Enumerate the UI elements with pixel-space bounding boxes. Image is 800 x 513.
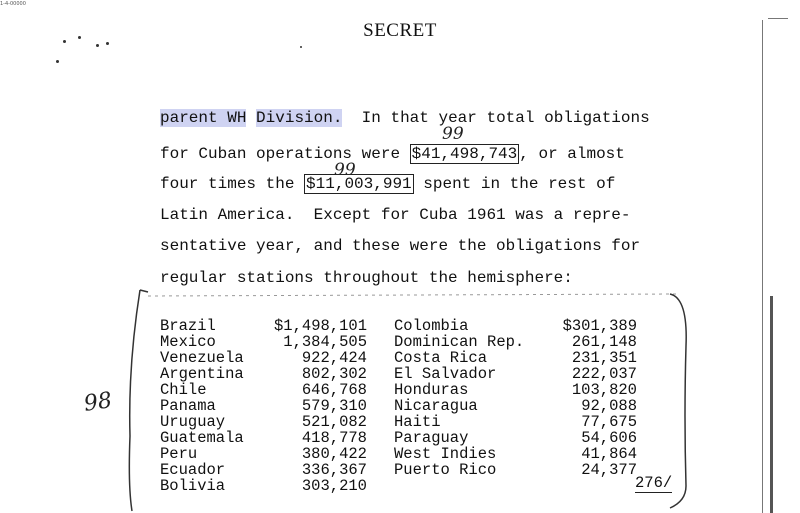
amount: 922,424	[301, 349, 367, 367]
paragraph-line-1	[160, 108, 650, 128]
amount: 92,088	[581, 397, 637, 415]
paragraph-line-3	[160, 174, 615, 194]
country-name: Guatemala	[160, 429, 244, 447]
country-name: Dominican Rep.	[394, 333, 525, 351]
handwritten-annotation: 99	[442, 124, 464, 144]
amount: 802,302	[301, 365, 367, 383]
country-name: Costa Rica	[394, 349, 488, 367]
country-name: Uruguay	[160, 413, 226, 431]
country-name: Puerto Rico	[394, 461, 497, 479]
country-name: Mexico	[160, 333, 216, 351]
amount: $1,498,101	[273, 317, 367, 335]
amount: 579,310	[301, 397, 367, 415]
footnote-reference: 276/	[635, 474, 673, 492]
boxed-amount: $11,003,991	[306, 175, 412, 193]
amount: 646,768	[301, 381, 367, 399]
text-run: four times the	[160, 175, 305, 193]
amount: 103,820	[571, 381, 637, 399]
handwritten-annotation: 99	[334, 160, 356, 180]
page-edge-tick	[768, 18, 788, 19]
paragraph-line-5: sentative year, and these were the obligations for	[160, 237, 641, 255]
amount: 1,384,505	[283, 333, 367, 351]
amount: 231,351	[571, 349, 637, 367]
amount: 54,606	[581, 429, 637, 447]
country-name: Colombia	[394, 317, 469, 335]
country-name: Paraguay	[394, 429, 469, 447]
text-run: spent in the rest of	[413, 175, 616, 193]
page-id: 1-4-00000	[0, 1, 26, 7]
country-name: Honduras	[394, 381, 469, 399]
amount: 24,377	[581, 461, 637, 479]
boxed-amount: $41,498,743	[411, 145, 518, 163]
country-name: Chile	[160, 381, 207, 399]
highlighted-text: parent WH	[160, 109, 247, 127]
amount: 521,082	[301, 413, 367, 431]
country-name: Bolivia	[160, 477, 226, 495]
classification-header: SECRET	[363, 20, 437, 41]
country-name: Haiti	[394, 413, 441, 431]
amount: 77,675	[581, 413, 637, 431]
amount: 418,778	[301, 429, 367, 447]
paragraph-line-2	[160, 144, 625, 164]
amount: 41,864	[581, 445, 637, 463]
amount: 261,148	[571, 333, 637, 351]
scan-speck	[96, 44, 99, 47]
text-run: In that year total obligations	[342, 109, 650, 127]
country-name: Argentina	[160, 365, 244, 383]
country-name: Ecuador	[160, 461, 226, 479]
page-edge-bar	[770, 296, 773, 513]
amount: $301,389	[562, 317, 637, 335]
country-name: El Salvador	[394, 365, 497, 383]
text-run: , or almost	[519, 145, 625, 163]
country-name: West Indies	[394, 445, 497, 463]
scan-speck	[106, 42, 109, 45]
country-name: Venezuela	[160, 349, 244, 367]
scan-speck	[300, 46, 302, 48]
margin-handwritten-number: 98	[82, 388, 114, 417]
paragraph-line-4: Latin America. Except for Cuba 1961 was a repre-	[160, 206, 631, 224]
amount: 222,037	[571, 365, 637, 383]
country-name: Nicaragua	[394, 397, 478, 415]
page-edge-line	[762, 20, 763, 513]
scan-speck	[56, 60, 59, 63]
amount: 303,210	[301, 477, 367, 495]
amount: 336,367	[301, 461, 367, 479]
country-name: Panama	[160, 397, 216, 415]
amount: 380,422	[301, 445, 367, 463]
highlighted-text: Division.	[256, 109, 343, 127]
paragraph-line-6: regular stations throughout the hemisphere:	[160, 269, 573, 287]
country-name: Peru	[160, 445, 198, 463]
country-name: Brazil	[160, 317, 216, 335]
text-run: for Cuban operations were	[160, 145, 410, 163]
